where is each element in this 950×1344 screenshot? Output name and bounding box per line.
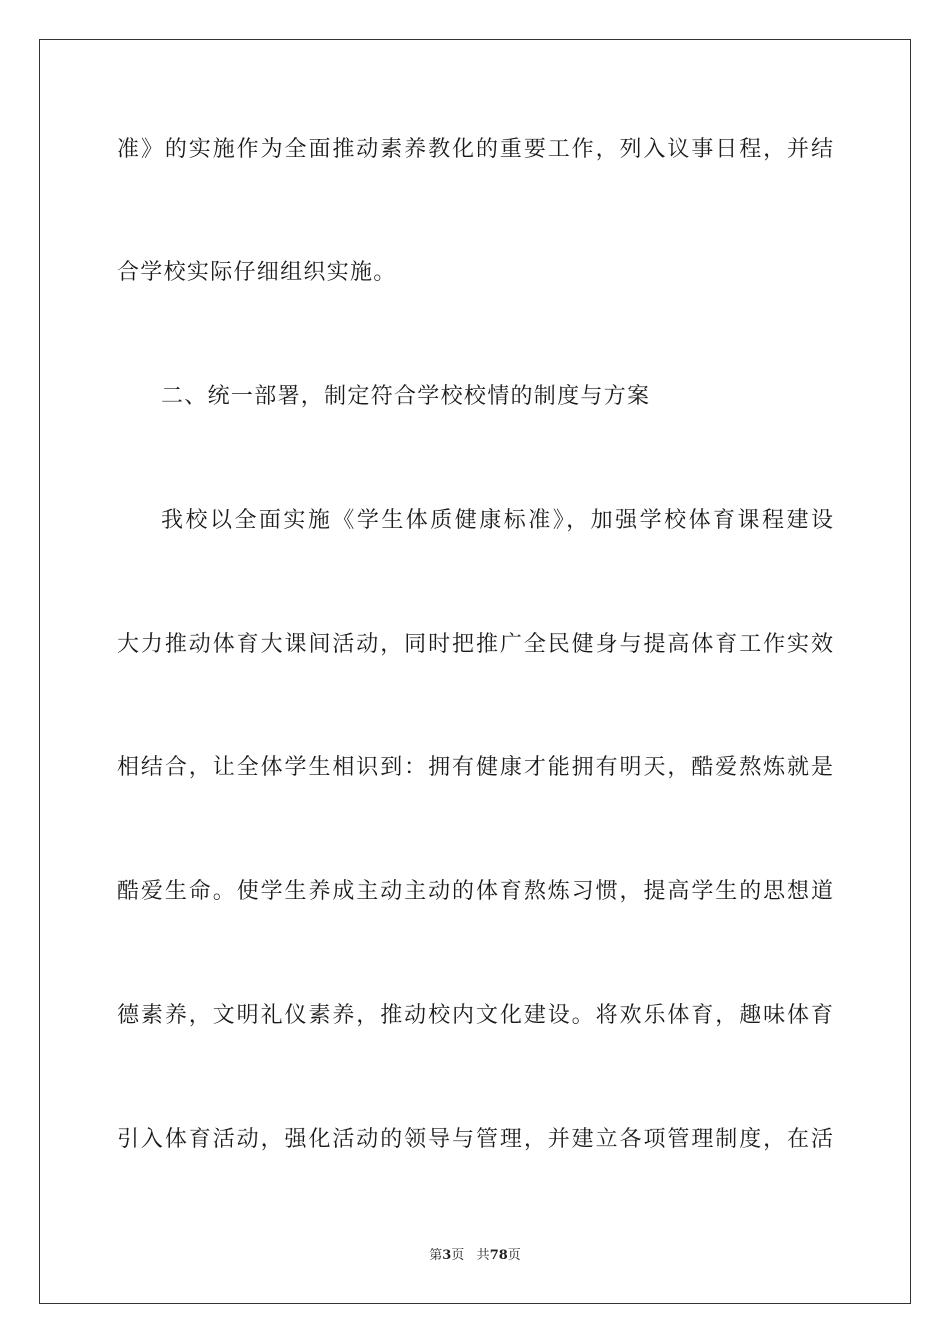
body-line: 相结合，让全体学生相识到：拥有健康才能拥有明天，酷爱熬炼就是 [117,755,833,780]
footer-prefix: 第 [429,1248,443,1263]
section-heading: 二、统一部署，制定符合学校校情的制度与方案 [161,384,651,409]
footer-current-page: 3 [442,1248,452,1263]
page-footer [0,1247,950,1265]
body-line: 酷爱生命。使学生养成主动主动的体育熬炼习惯，提高学生的思想道 [117,879,833,904]
body-line: 我校以全面实施《学生体质健康标准》，加强学校体育课程建设 [161,508,833,533]
body-line: 准》的实施作为全面推动素养教化的重要工作，列入议事日程，并结 [117,137,833,162]
body-line: 引入体育活动，强化活动的领导与管理，并建立各项管理制度，在活 [117,1127,833,1152]
body-line: 德素养，文明礼仪素养，推动校内文化建设。将欢乐体育，趣味体育 [117,1003,833,1028]
footer-total-prefix: 共 [476,1248,490,1263]
body-line: 大力推动体育大课间活动，同时把推广全民健身与提高体育工作实效 [117,632,833,657]
body-line: 合学校实际仔细组织实施。 [117,260,397,285]
page-border [39,39,911,1304]
footer-total-suffix: 页 [507,1248,521,1263]
footer-page-word: 页 [451,1248,465,1263]
footer-total-pages: 78 [489,1248,508,1263]
